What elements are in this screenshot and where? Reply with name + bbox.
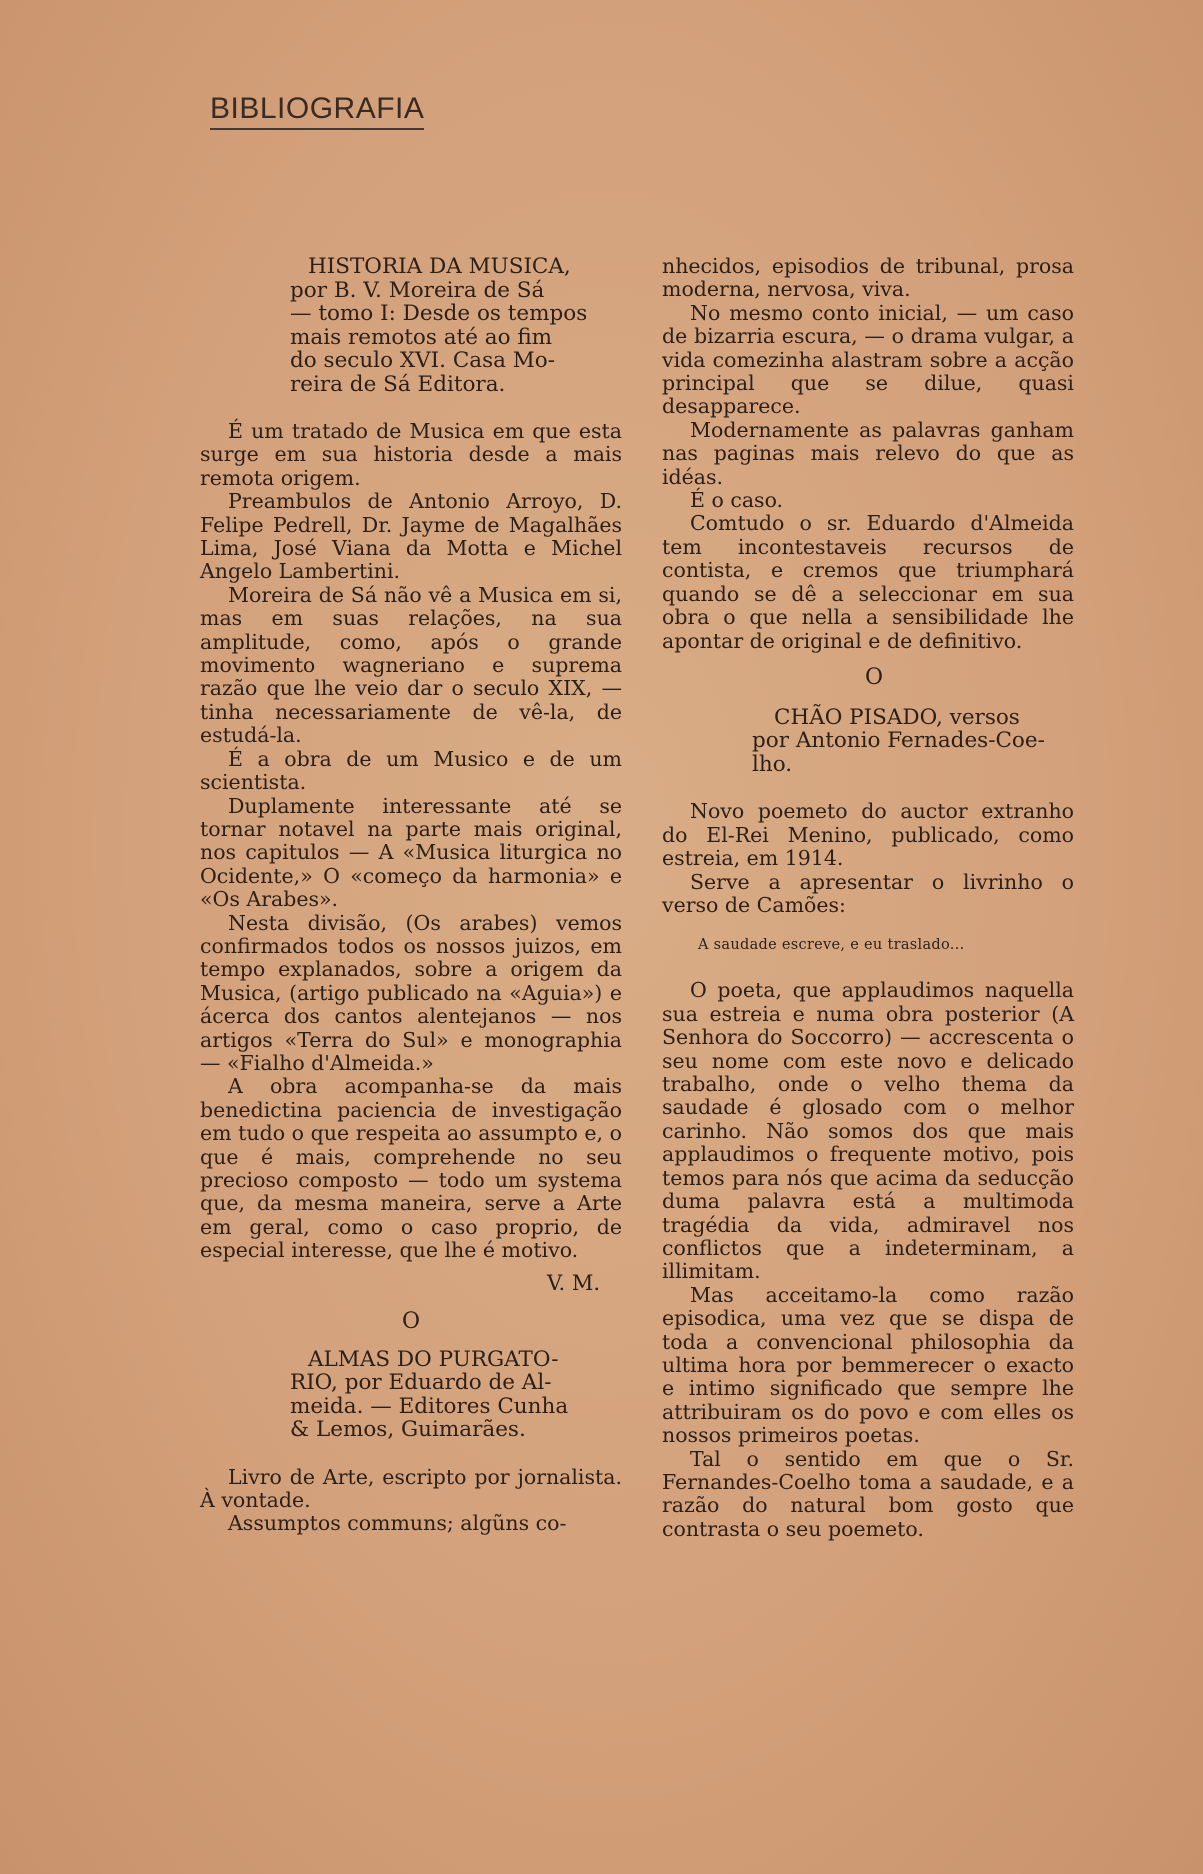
right-column [662,255,1074,1541]
section-separator: O [401,1308,421,1334]
paragraph: Duplamente interessante até se tornar notavel na parte mais original, nos capitulos — A «Musica liturgica no Ocidente,» O «começo da harmonia» e «Os Arabes». [200,793,622,912]
paragraph: Novo poemeto do auctor extranho do El-Rei Menino, publicado, como estreia, em 1914. [662,799,1074,871]
paragraph: Livro de Arte, escripto por jornalista. À vontade. [200,1464,622,1513]
signature: V. M. [546,1270,600,1295]
paragraph: É um tratado de Musica em que esta surge em sua historia desde a mais remota origem. [200,419,622,490]
title-line: ALMAS DO PURGATO- [308,1346,559,1372]
paragraph: Moreira de Sá não vê a Musica em si, mas em suas relações, na sua amplitude, como, após o grande movimento wagneriano e suprema razão que lhe veio dar o seculo XIX, — tinha necessariamente de vê-la, de estudá-la. [200,582,622,748]
paragraph: Comtudo o sr. Eduardo d'Almeida tem incontestaveis recursos de contista, e cremos que triumphará quando se dê a seleccionar em sua obra o que nella a sensibilidade lhe apontar de original e de definitivo. [662,511,1074,653]
left-column [200,255,622,1536]
paragraph: Tal o sentido em que o Sr. Fernandes-Coelho toma a saudade, e a razão do natural bom gosto que contrasta o seu poemeto. [662,1446,1074,1541]
camoes-quote: A saudade escreve, e eu traslado... [698,937,965,954]
review-title-almas-do-purgatorio [200,1348,622,1442]
paragraph: Nesta divisão, (Os arabes) vemos confirmados todos os nossos juizos, em tempo explanados, sobre a origem da Musica, (artigo publicado na «Aguia») e ácerca dos cantos alentejanos — nos artigos «Terra do Sul» e monographia — «Fialho d'Almeida.» [200,910,622,1075]
title-line: — tomo I: Desde os tempos [290,301,588,326]
title-line: por Antonio Fernades-Coe- [752,728,1045,754]
title-line: CHÃO PISADO, versos [774,704,1020,730]
title-line: meida. — Editores Cunha [290,1393,569,1419]
title-line: reira de Sá Editora. [290,371,506,397]
paragraph: Mas acceitamo-la como razão episodica, uma vez que se dispa de toda a convencional philosophia da ultima hora por bemmerecer o exacto e intimo significado que sempre lhe attribuiram os do povo e com elles os nossos primeiros poetas. [662,1282,1074,1448]
title-line: por B. V. Moreira de Sá [290,277,545,303]
title-line: do seculo XVI. Casa Mo- [290,348,556,373]
paragraph: Preambulos de Antonio Arroyo, D. Felipe Pedrell, Dr. Jayme de Magalhães Lima, José Viana da Motta e Michel Angelo Lambertini. [200,489,622,584]
paragraph: O poeta, que applaudimos naquella sua estreia e numa obra posterior (A Senhora do Soccorro) — accrescenta o seu nome com este novo e delicado trabalho, onde o velho thema da saudade é glosado com o melhor carinho. Não somos dos que mais applaudimos o frequente motivo, pois temos para nós que acima da seducção duma palavra está a multimoda tragédia da vida, admiravel nos conflictos que a indeterminam, a illimitam. [662,978,1074,1284]
paragraph: Serve a apresentar o livrinho o verso de Camões: [662,869,1074,918]
paragraph: Assumptos communs; algũns co- [228,1511,567,1536]
title-line: RIO, por Eduardo de Al- [290,1370,552,1396]
title-line: HISTORIA DA MUSICA, [308,254,571,279]
page-header: BIBLIOGRAFIA [210,92,424,130]
paragraph: A obra acompanha-se da mais benedictina paciencia de investigação em tudo o que respeita ao assumpto e, o que é mais, comprehende no seu precioso composto — todo um systema que, da mesma maneira, serve a Arte em geral, como o caso proprio, de especial interesse, que lhe é motivo. [200,1074,622,1263]
title-line: & Lemos, Guimarães. [290,1417,526,1443]
paragraph: nhecidos, episodios de tribunal, prosa moderna, nervosa, viva. [662,254,1074,302]
title-line: mais remotos até ao fim [290,324,553,350]
review-title-chao-pisado [662,706,1074,777]
section-separator: O [864,664,884,690]
review-title-historia-da-musica [200,255,622,396]
paragraph: É a obra de um Musico e de um scientista. [200,746,622,795]
paragraph: No mesmo conto inicial, — um caso de bizarria escura, — o drama vulgar, a vida comezinha alastram sobre a acção principal que se dilue, quasi desapparece. [662,300,1074,419]
paragraph: Modernamente as palavras ganham nas paginas mais relevo do que as idéas. [662,417,1074,489]
title-line: lho. [752,751,793,777]
paragraph: É o caso. [690,488,784,513]
